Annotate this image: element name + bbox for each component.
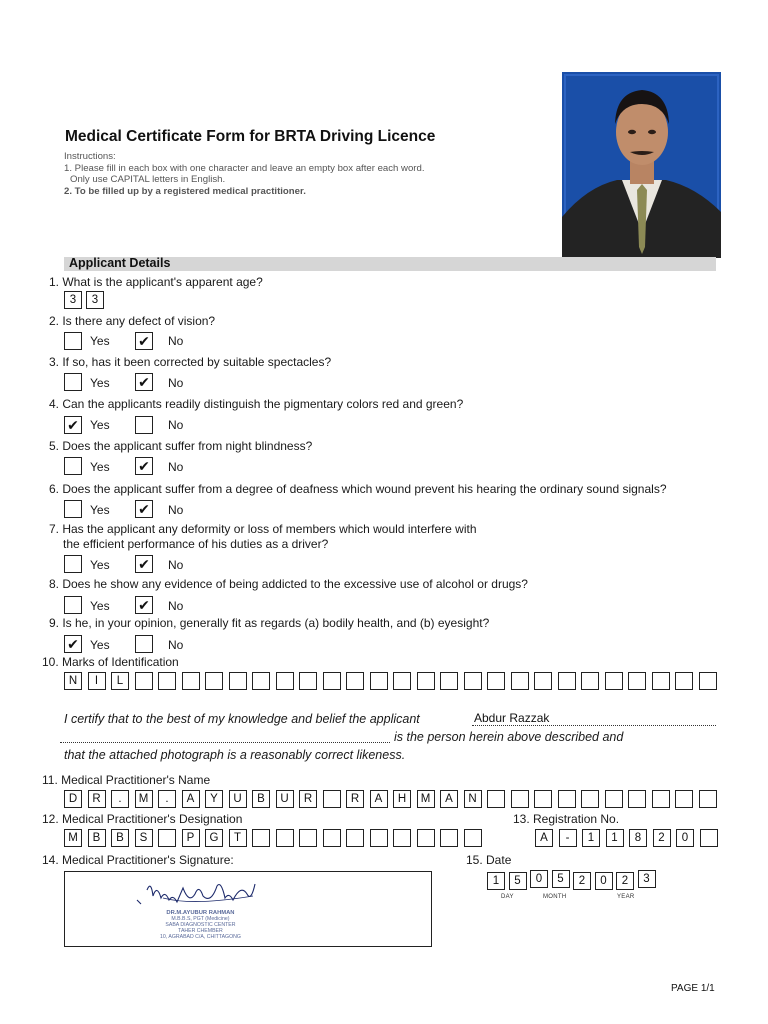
q6-no-checkbox[interactable]: ✔ — [135, 500, 153, 518]
age-digit-2[interactable]: 3 — [86, 291, 104, 309]
name-box[interactable]: A — [182, 790, 200, 808]
marks-box[interactable]: I — [88, 672, 106, 690]
q9-yes-label: Yes — [90, 638, 110, 652]
q3-no-checkbox[interactable]: ✔ — [135, 373, 153, 391]
q2-yes-checkbox[interactable] — [64, 332, 82, 350]
q8-yes-checkbox[interactable] — [64, 596, 82, 614]
designation-box[interactable]: G — [205, 829, 223, 847]
stamp-line: 10, AGRABAD C/A, CHITTAGONG — [160, 934, 241, 940]
name-box[interactable] — [534, 790, 552, 808]
name-box[interactable] — [487, 790, 505, 808]
date-box[interactable]: 5 — [552, 870, 570, 888]
question-5: 5. Does the applicant suffer from night blindness? — [49, 439, 313, 453]
q7-no-checkbox[interactable]: ✔ — [135, 555, 153, 573]
marks-box[interactable] — [699, 672, 717, 690]
question-7-cont: the efficient performance of his duties as a driver? — [63, 537, 329, 551]
question-2: 2. Is there any defect of vision? — [49, 314, 216, 328]
designation-box[interactable] — [299, 829, 317, 847]
name-box[interactable]: D — [64, 790, 82, 808]
marks-box[interactable] — [464, 672, 482, 690]
q3-yes-label: Yes — [90, 376, 110, 390]
name-box[interactable]: A — [440, 790, 458, 808]
date-day-label: DAY — [501, 894, 514, 900]
applicant-details-header — [64, 257, 716, 271]
designation-box[interactable] — [393, 829, 411, 847]
applicant-photo — [562, 72, 721, 258]
instructions — [64, 151, 425, 197]
date-box[interactable]: 0 — [530, 870, 548, 888]
question-12: 12. Medical Practitioner's Designation — [42, 812, 243, 826]
q4-no-label: No — [168, 418, 184, 432]
designation-box[interactable]: M — [64, 829, 82, 847]
page-number: PAGE 1/1 — [671, 983, 715, 994]
marks-box[interactable] — [652, 672, 670, 690]
name-box[interactable]: . — [111, 790, 129, 808]
name-box[interactable] — [511, 790, 529, 808]
marks-box[interactable]: N — [64, 672, 82, 690]
question-3: 3. If so, has it been corrected by suitable spectacles? — [49, 355, 332, 369]
question-13: 13. Registration No. — [513, 812, 620, 826]
date-box[interactable]: 2 — [573, 872, 591, 890]
registration-box[interactable]: 8 — [629, 829, 647, 847]
designation-boxes[interactable] — [64, 829, 482, 847]
form-title: Medical Certificate Form for BRTA Driving Licence — [65, 128, 436, 145]
designation-box[interactable] — [417, 829, 435, 847]
applicant-name-line — [472, 725, 716, 726]
marks-box[interactable] — [299, 672, 317, 690]
name-box[interactable]: H — [393, 790, 411, 808]
instruction-2: 2. To be filled up by a registered medical practitioner. — [64, 185, 306, 197]
marks-box[interactable] — [417, 672, 435, 690]
designation-box[interactable] — [158, 829, 176, 847]
marks-box[interactable] — [323, 672, 341, 690]
designation-box[interactable] — [346, 829, 364, 847]
date-month-label: MONTH — [543, 894, 567, 900]
registration-box[interactable]: 1 — [582, 829, 600, 847]
q6-yes-label: Yes — [90, 503, 110, 517]
name-box[interactable] — [558, 790, 576, 808]
marks-box[interactable] — [370, 672, 388, 690]
name-box[interactable] — [675, 790, 693, 808]
q8-no-checkbox[interactable]: ✔ — [135, 596, 153, 614]
question-7: 7. Has the applicant any deformity or loss of members which would interfere with — [49, 522, 477, 536]
marks-box[interactable] — [605, 672, 623, 690]
q6-yes-checkbox[interactable] — [64, 500, 82, 518]
marks-box[interactable] — [346, 672, 364, 690]
q9-yes-checkbox[interactable]: ✔ — [64, 635, 82, 653]
name-box[interactable] — [323, 790, 341, 808]
question-10: 10. Marks of Identification — [42, 655, 179, 669]
q8-yes-label: Yes — [90, 599, 110, 613]
marks-box[interactable]: L — [111, 672, 129, 690]
question-11: 11. Medical Practitioner's Name — [42, 773, 211, 787]
designation-box[interactable] — [323, 829, 341, 847]
marks-box[interactable] — [534, 672, 552, 690]
name-box[interactable]: A — [370, 790, 388, 808]
certification-line-1: I certify that to the best of my knowledge and belief the applicant — [64, 712, 420, 726]
practitioner-name-boxes[interactable] — [64, 790, 717, 808]
stamp-line: DR.M.AYUBUR RAHMAN — [166, 910, 235, 916]
marks-box[interactable] — [205, 672, 223, 690]
name-box[interactable]: R — [88, 790, 106, 808]
q9-no-label: No — [168, 638, 184, 652]
name-box[interactable]: . — [158, 790, 176, 808]
q8-no-label: No — [168, 599, 184, 613]
registration-box[interactable]: - — [559, 829, 577, 847]
q4-no-checkbox[interactable] — [135, 416, 153, 434]
name-box[interactable] — [581, 790, 599, 808]
q3-no-label: No — [168, 376, 184, 390]
designation-box[interactable]: T — [229, 829, 247, 847]
q2-yes-label: Yes — [90, 334, 110, 348]
marks-box[interactable] — [581, 672, 599, 690]
name-box[interactable]: N — [464, 790, 482, 808]
question-6: 6. Does the applicant suffer from a degree of deafness which wound prevent his hearing the ordinary sound signals? — [49, 482, 667, 496]
marks-box[interactable] — [440, 672, 458, 690]
marks-box[interactable] — [511, 672, 529, 690]
name-box[interactable]: Y — [205, 790, 223, 808]
name-box[interactable] — [652, 790, 670, 808]
marks-boxes[interactable] — [64, 672, 717, 690]
designation-box[interactable] — [440, 829, 458, 847]
instruction-1b: Only use CAPITAL letters in English. — [70, 174, 226, 186]
portrait-image — [562, 72, 721, 258]
marks-box[interactable] — [393, 672, 411, 690]
marks-box[interactable] — [276, 672, 294, 690]
registration-box[interactable]: 1 — [606, 829, 624, 847]
name-box[interactable]: M — [135, 790, 153, 808]
marks-box[interactable] — [252, 672, 270, 690]
section-title: Applicant Details — [69, 256, 171, 270]
q5-yes-checkbox[interactable] — [64, 457, 82, 475]
q7-no-label: No — [168, 558, 184, 572]
designation-box[interactable]: S — [135, 829, 153, 847]
marks-box[interactable] — [558, 672, 576, 690]
date-box[interactable]: 5 — [509, 872, 527, 890]
designation-box[interactable] — [276, 829, 294, 847]
q7-yes-checkbox[interactable] — [64, 555, 82, 573]
name-box[interactable]: R — [299, 790, 317, 808]
signature-box[interactable] — [64, 871, 432, 947]
question-8: 8. Does he show any evidence of being addicted to the excessive use of alcohol or drugs? — [49, 577, 528, 591]
registration-box[interactable] — [700, 829, 718, 847]
registration-box[interactable]: A — [535, 829, 553, 847]
q5-no-checkbox[interactable]: ✔ — [135, 457, 153, 475]
q3-yes-checkbox[interactable] — [64, 373, 82, 391]
designation-box[interactable] — [464, 829, 482, 847]
name-box[interactable]: B — [252, 790, 270, 808]
instructions-heading: Instructions: — [64, 151, 116, 162]
registration-box[interactable]: 0 — [676, 829, 694, 847]
designation-box[interactable] — [252, 829, 270, 847]
age-digit-1[interactable]: 3 — [64, 291, 82, 309]
name-box[interactable]: M — [417, 790, 435, 808]
q9-no-checkbox[interactable] — [135, 635, 153, 653]
designation-box[interactable] — [370, 829, 388, 847]
certification-line-3: that the attached photograph is a reasonably correct likeness. — [64, 748, 406, 762]
name-box[interactable]: U — [276, 790, 294, 808]
instruction-1: 1. Please fill in each box with one character and leave an empty box after each word. — [64, 162, 425, 174]
q6-no-label: No — [168, 503, 184, 517]
q4-yes-checkbox[interactable]: ✔ — [64, 416, 82, 434]
question-9: 9. Is he, in your opinion, generally fit as regards (a) bodily health, and (b) eyesight? — [49, 616, 490, 630]
marks-box[interactable] — [628, 672, 646, 690]
q2-no-label: No — [168, 334, 184, 348]
date-box[interactable]: 2 — [616, 872, 634, 890]
q5-no-label: No — [168, 460, 184, 474]
name-box[interactable]: U — [229, 790, 247, 808]
name-box[interactable] — [628, 790, 646, 808]
registration-box[interactable]: 2 — [653, 829, 671, 847]
q5-yes-label: Yes — [90, 460, 110, 474]
certification-line-2: is the person herein above described and — [394, 730, 624, 744]
date-box[interactable]: 3 — [638, 870, 656, 888]
signature-icon — [133, 876, 273, 910]
date-year-label: YEAR — [617, 894, 635, 900]
name-box[interactable] — [605, 790, 623, 808]
question-14: 14. Medical Practitioner's Signature: — [42, 853, 234, 867]
doctor-stamp — [160, 910, 241, 940]
applicant-name[interactable]: Abdur Razzak — [474, 711, 550, 725]
date-boxes[interactable] — [487, 872, 656, 890]
stamp-line: M.B.B.S, PGT (Medicine) — [171, 916, 230, 922]
name-box[interactable] — [699, 790, 717, 808]
marks-box[interactable] — [182, 672, 200, 690]
designation-box[interactable]: B — [88, 829, 106, 847]
stamp-line: SABA DIAGNOSTIC CENTER — [165, 922, 236, 928]
q7-yes-label: Yes — [90, 558, 110, 572]
question-15: 15. Date — [466, 853, 512, 867]
registration-boxes[interactable] — [535, 829, 718, 847]
name-box[interactable]: R — [346, 790, 364, 808]
q4-yes-label: Yes — [90, 418, 110, 432]
marks-box[interactable] — [487, 672, 505, 690]
marks-box[interactable] — [675, 672, 693, 690]
stamp-line: TAHER CHEMBER — [178, 928, 223, 934]
age-boxes[interactable] — [64, 291, 104, 309]
certification-dotted-line — [60, 742, 390, 743]
question-4: 4. Can the applicants readily distinguish the pigmentary colors red and green? — [49, 397, 464, 411]
date-box[interactable]: 0 — [595, 872, 613, 890]
marks-box[interactable] — [158, 672, 176, 690]
designation-box[interactable]: B — [111, 829, 129, 847]
question-1: 1. What is the applicant's apparent age? — [49, 275, 263, 289]
q2-no-checkbox[interactable]: ✔ — [135, 332, 153, 350]
marks-box[interactable] — [135, 672, 153, 690]
date-box[interactable]: 1 — [487, 872, 505, 890]
designation-box[interactable]: P — [182, 829, 200, 847]
marks-box[interactable] — [229, 672, 247, 690]
